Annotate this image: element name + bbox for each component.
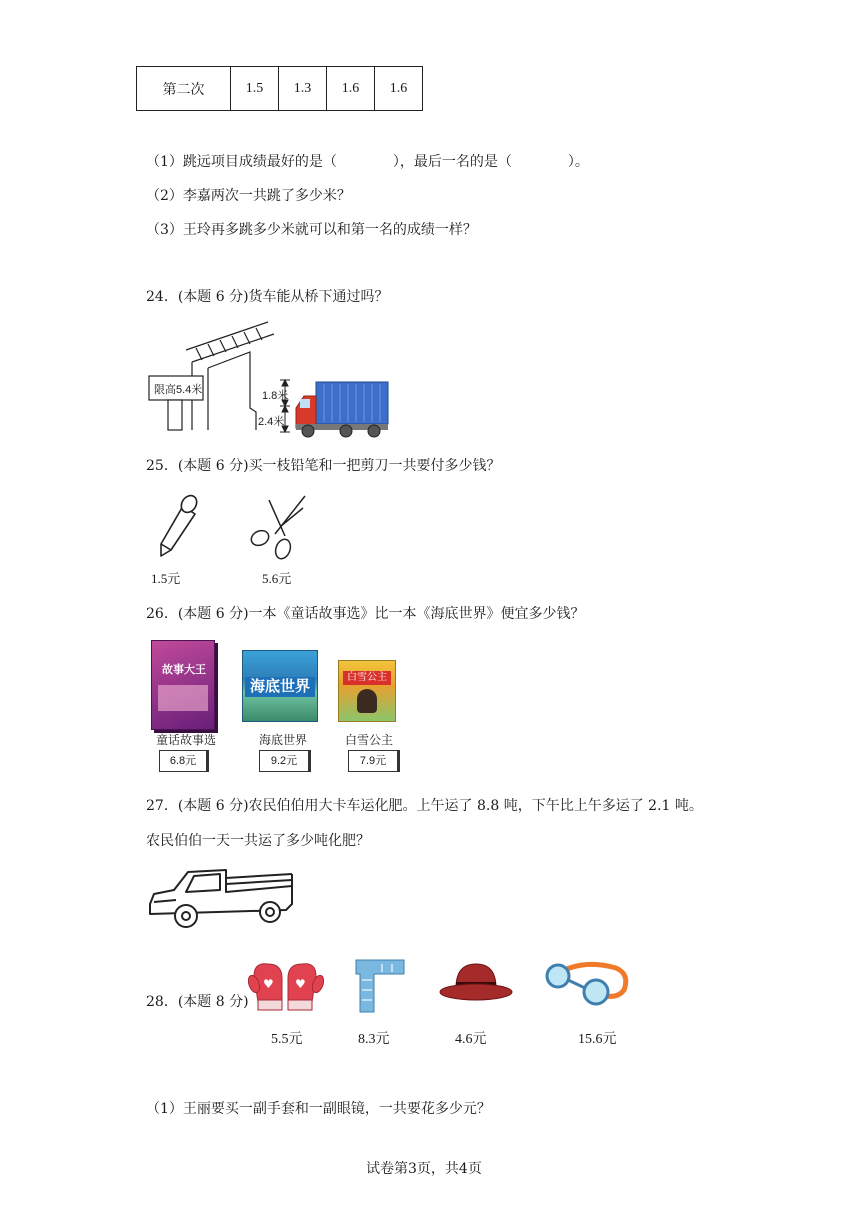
book-cover-title: 海底世界 [245, 677, 315, 697]
table-cell: 1.6 [375, 67, 423, 111]
book-label: 白雪公主 [345, 733, 394, 747]
q27-line2: 农民伯伯一天一共运了多少吨化肥？ [146, 833, 370, 849]
score-table [136, 66, 423, 111]
q27-line1: 27．(本题 6 分)农民伯伯用大卡车运化肥。上午运了 8.8 吨，下午比上午多运了 2.1 吨。 [146, 798, 703, 814]
book-price-tag: 9.2元 [259, 750, 311, 772]
book-price-tag: 6.8元 [159, 750, 209, 772]
q23-sub1: （1）跳远项目成绩最好的是（ ），最后一名的是（ ）。 [146, 154, 589, 170]
scissors-price: 5.6元 [262, 571, 292, 586]
sign-label: 限高5.4米 [154, 384, 203, 396]
gloves-icon [248, 956, 324, 1018]
goggles-icon [540, 956, 632, 1012]
hat-icon [438, 958, 514, 1008]
q28-text: 28．(本题 8 分) [146, 994, 249, 1010]
table-cell: 1.3 [279, 67, 327, 111]
book-cover-title: 故事大王 [162, 664, 206, 676]
book-price-tag: 7.9元 [348, 750, 400, 772]
svg-text:♥: ♥ [263, 977, 274, 991]
scarf-price: 8.3元 [358, 1032, 390, 1047]
scarf-icon [352, 956, 408, 1016]
q28-sub1: （1）王丽要买一副手套和一副眼镜，一共要花多少元？ [146, 1101, 491, 1117]
page-footer: 试卷第3页，共4页 [366, 1161, 482, 1177]
book-label: 海底世界 [259, 733, 308, 747]
dim-lower-label: 2.4米 [258, 416, 285, 428]
q24-text: 24．(本题 6 分)货车能从桥下通过吗？ [146, 289, 389, 305]
q26-text: 26．(本题 6 分)一本《童话故事选》比一本《海底世界》便宜多少钱？ [146, 606, 585, 622]
q23-sub2: （2）李嘉两次一共跳了多少米？ [146, 188, 351, 204]
goggles-price: 15.6元 [578, 1032, 617, 1047]
dim-upper-label: 1.8米 [262, 390, 289, 402]
scissors-icon [245, 492, 315, 564]
pickup-truck-icon [146, 864, 296, 932]
book-cover-title: 白雪公主 [343, 671, 391, 685]
table-row [137, 67, 423, 111]
book-cover-fairy-tales [151, 640, 215, 730]
book-cover-snow-white [338, 660, 396, 722]
gloves-price: 5.5元 [271, 1032, 303, 1047]
truck-icon [296, 382, 388, 437]
book-cover-undersea-world [242, 650, 318, 722]
table-cell: 1.6 [327, 67, 375, 111]
hat-price: 4.6元 [455, 1032, 487, 1047]
table-cell: 1.5 [231, 67, 279, 111]
pencil-icon [155, 492, 205, 562]
q25-text: 25．(本题 6 分)买一枝铅笔和一把剪刀一共要付多少钱？ [146, 458, 501, 474]
book-label: 童话故事选 [156, 733, 217, 747]
svg-text:♥: ♥ [295, 977, 306, 991]
table-row-header: 第二次 [137, 67, 231, 111]
pencil-price: 1.5元 [151, 571, 181, 586]
q23-sub3: （3）王玲再多跳多少米就可以和第一名的成绩一样？ [146, 222, 477, 238]
